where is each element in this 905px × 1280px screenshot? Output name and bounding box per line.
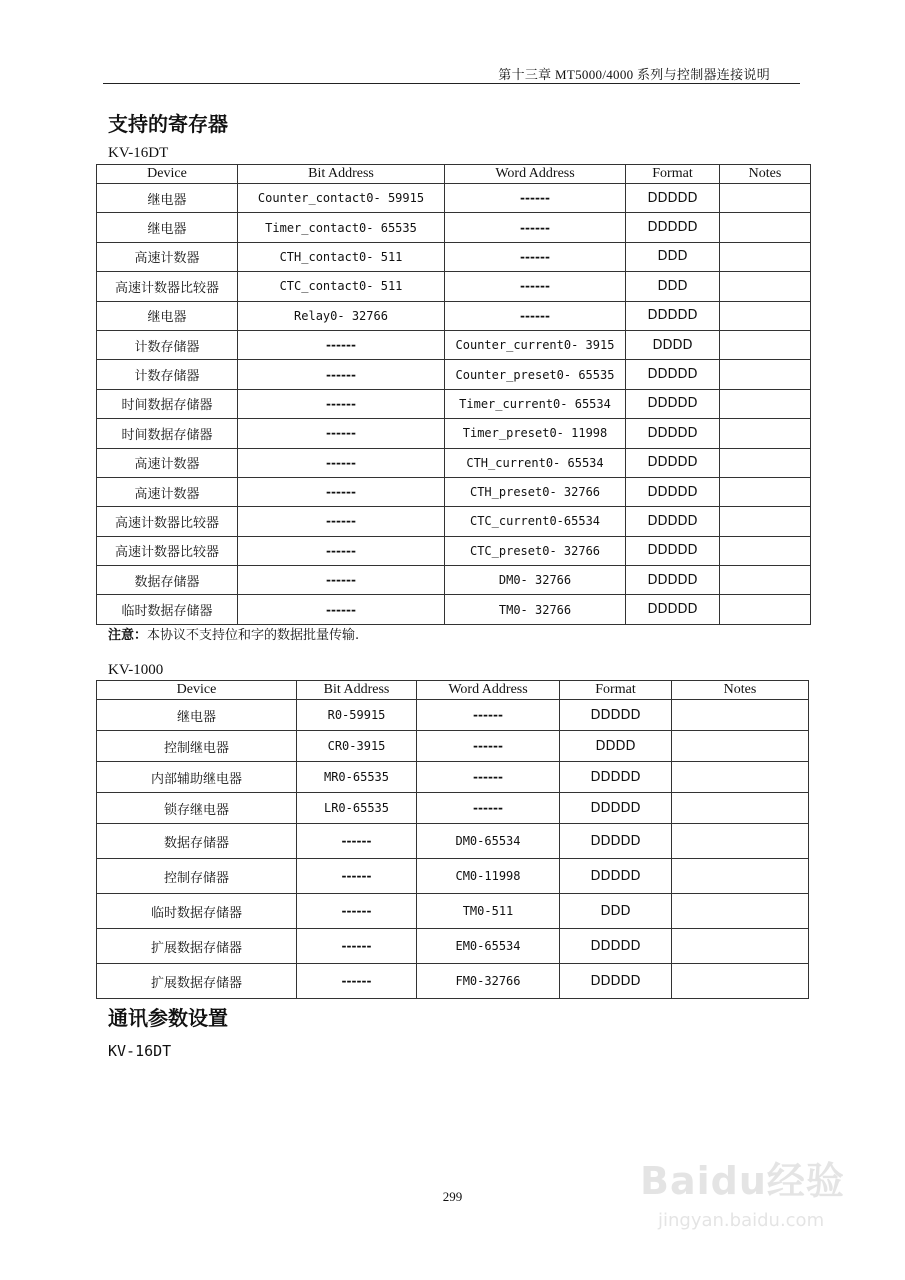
device-cell: 临时数据存储器 (97, 894, 297, 929)
table-row (97, 360, 811, 389)
notes-cell (720, 330, 811, 359)
device-cell: 高速计数器比较器 (97, 507, 238, 536)
device-cell: 高速计数器 (97, 448, 238, 477)
device-cell: 锁存继电器 (97, 793, 297, 824)
word-address-cell: Counter_preset0- 65535 (445, 360, 626, 389)
notes-cell (720, 301, 811, 330)
bit-address-cell: Relay0- 32766 (238, 301, 445, 330)
format-cell: DDDDD (560, 859, 672, 894)
col-format: Format (626, 165, 720, 184)
notes-cell (720, 536, 811, 565)
format-cell: DDD (626, 272, 720, 301)
notes-cell (720, 477, 811, 506)
word-address-cell: FM0-32766 (417, 964, 560, 999)
table-row (97, 213, 811, 242)
word-address-cell: ------ (417, 700, 560, 731)
word-address-cell: CTH_current0- 65534 (445, 448, 626, 477)
baidu-watermark (640, 1150, 870, 1250)
table-row (97, 242, 811, 271)
format-cell: DDDDD (626, 448, 720, 477)
notes-cell (672, 731, 809, 762)
notes-cell (720, 389, 811, 418)
table-row (97, 477, 811, 506)
format-cell: DDDD (560, 731, 672, 762)
format-cell: DDD (560, 894, 672, 929)
bit-address-cell: ------ (238, 389, 445, 418)
format-cell: DDDDD (560, 929, 672, 964)
device-cell: 计数存储器 (97, 330, 238, 359)
format-cell: DDDDD (626, 419, 720, 448)
format-cell: DDDDD (560, 762, 672, 793)
device-cell: 高速计数器比较器 (97, 536, 238, 565)
word-address-cell: Timer_preset0- 11998 (445, 419, 626, 448)
notes-cell (720, 242, 811, 271)
bit-address-cell: ------ (238, 330, 445, 359)
bit-address-cell: ------ (297, 859, 417, 894)
bit-address-cell: Timer_contact0- 65535 (238, 213, 445, 242)
word-address-cell: ------ (445, 242, 626, 271)
table-row (97, 330, 811, 359)
device-cell: 内部辅助继电器 (97, 762, 297, 793)
word-address-cell: EM0-65534 (417, 929, 560, 964)
notes-cell (672, 793, 809, 824)
format-cell: DDDDD (626, 301, 720, 330)
bit-address-cell: ------ (238, 566, 445, 595)
table-row (97, 272, 811, 301)
watermark-logo: Baidu经验 (640, 1159, 845, 1203)
device-cell: 控制继电器 (97, 731, 297, 762)
notes-cell (672, 859, 809, 894)
notes-cell (672, 824, 809, 859)
header-rule (103, 83, 800, 84)
watermark-url: jingyan.baidu.com (658, 1210, 825, 1231)
section-title-registers: 支持的寄存器 (108, 112, 228, 136)
device-cell: 数据存储器 (97, 566, 238, 595)
word-address-cell: TM0-511 (417, 894, 560, 929)
table-row (97, 700, 809, 731)
bit-address-cell: ------ (238, 360, 445, 389)
table-row (97, 595, 811, 624)
table-row (97, 762, 809, 793)
kv16dt-register-table (96, 164, 811, 625)
table-header-row (97, 681, 809, 700)
section2-sublabel: KV-16DT (108, 1042, 172, 1060)
note-label: 注意： (108, 628, 148, 643)
bit-address-cell: ------ (297, 824, 417, 859)
notes-cell (720, 272, 811, 301)
format-cell: DDDDD (560, 964, 672, 999)
device-cell: 继电器 (97, 184, 238, 213)
format-cell: DDDDD (626, 213, 720, 242)
table-row (97, 419, 811, 448)
note-text: 本协议不支持位和字的数据批量传输. (147, 628, 360, 643)
col-device: Device (97, 681, 297, 700)
bit-address-cell: Counter_contact0- 59915 (238, 184, 445, 213)
word-address-cell: ------ (445, 301, 626, 330)
device-cell: 高速计数器 (97, 477, 238, 506)
word-address-cell: CTH_preset0- 32766 (445, 477, 626, 506)
col-word-address: Word Address (417, 681, 560, 700)
notes-cell (720, 213, 811, 242)
bit-address-cell: ------ (238, 507, 445, 536)
col-word-address: Word Address (445, 165, 626, 184)
bit-address-cell: CR0-3915 (297, 731, 417, 762)
notes-cell (720, 360, 811, 389)
device-cell: 临时数据存储器 (97, 595, 238, 624)
notes-cell (720, 419, 811, 448)
bit-address-cell: ------ (238, 536, 445, 565)
col-bit-address: Bit Address (297, 681, 417, 700)
word-address-cell: TM0- 32766 (445, 595, 626, 624)
col-bit-address: Bit Address (238, 165, 445, 184)
bit-address-cell: CTC_contact0- 511 (238, 272, 445, 301)
notes-cell (720, 566, 811, 595)
notes-cell (672, 929, 809, 964)
bit-address-cell: MR0-65535 (297, 762, 417, 793)
bit-address-cell: LR0-65535 (297, 793, 417, 824)
word-address-cell: CTC_current0-65534 (445, 507, 626, 536)
bit-address-cell: ------ (297, 929, 417, 964)
format-cell: DDDDD (626, 360, 720, 389)
format-cell: DDDDD (626, 536, 720, 565)
col-device: Device (97, 165, 238, 184)
word-address-cell: ------ (445, 272, 626, 301)
bit-address-cell: R0-59915 (297, 700, 417, 731)
table-row (97, 507, 811, 536)
format-cell: DDD (626, 242, 720, 271)
format-cell: DDDDD (626, 507, 720, 536)
word-address-cell: ------ (445, 213, 626, 242)
device-cell: 扩展数据存储器 (97, 929, 297, 964)
table-row (97, 929, 809, 964)
device-cell: 数据存储器 (97, 824, 297, 859)
table-row (97, 184, 811, 213)
table-row (97, 964, 809, 999)
notes-cell (720, 507, 811, 536)
bit-address-cell: ------ (238, 595, 445, 624)
bit-address-cell: ------ (238, 477, 445, 506)
table-row (97, 301, 811, 330)
word-address-cell: CTC_preset0- 32766 (445, 536, 626, 565)
bit-address-cell: ------ (297, 894, 417, 929)
device-cell: 计数存储器 (97, 360, 238, 389)
bit-address-cell: ------ (238, 419, 445, 448)
device-cell: 高速计数器比较器 (97, 272, 238, 301)
kv1000-register-table (96, 680, 809, 999)
device-cell: 扩展数据存储器 (97, 964, 297, 999)
bit-address-cell: ------ (238, 448, 445, 477)
notes-cell (672, 894, 809, 929)
word-address-cell: ------ (445, 184, 626, 213)
device-cell: 继电器 (97, 213, 238, 242)
format-cell: DDDDD (626, 389, 720, 418)
table-row (97, 448, 811, 477)
notes-cell (720, 448, 811, 477)
device-cell: 控制存储器 (97, 859, 297, 894)
notes-cell (672, 964, 809, 999)
table-row (97, 536, 811, 565)
format-cell: DDDDD (560, 824, 672, 859)
word-address-cell: ------ (417, 793, 560, 824)
table2-label: KV-1000 (108, 662, 164, 678)
format-cell: DDDDD (626, 595, 720, 624)
col-format: Format (560, 681, 672, 700)
table-row (97, 859, 809, 894)
table-row (97, 389, 811, 418)
format-cell: DDDDD (626, 477, 720, 506)
word-address-cell: Counter_current0- 3915 (445, 330, 626, 359)
device-cell: 时间数据存储器 (97, 419, 238, 448)
word-address-cell: DM0- 32766 (445, 566, 626, 595)
word-address-cell: Timer_current0- 65534 (445, 389, 626, 418)
word-address-cell: CM0-11998 (417, 859, 560, 894)
word-address-cell: ------ (417, 762, 560, 793)
bit-address-cell: CTH_contact0- 511 (238, 242, 445, 271)
format-cell: DDDDD (626, 184, 720, 213)
table-header-row (97, 165, 811, 184)
device-cell: 继电器 (97, 700, 297, 731)
device-cell: 高速计数器 (97, 242, 238, 271)
format-cell: DDDDD (626, 566, 720, 595)
table-row (97, 566, 811, 595)
format-cell: DDDDD (560, 700, 672, 731)
table-row (97, 824, 809, 859)
table-row (97, 793, 809, 824)
table-row (97, 894, 809, 929)
col-notes: Notes (720, 165, 811, 184)
chapter-header: 第十三章 MT5000/4000 系列与控制器连接说明 (498, 67, 770, 82)
format-cell: DDDDD (560, 793, 672, 824)
notes-cell (720, 595, 811, 624)
section-title-comm-params: 通讯参数设置 (108, 1006, 228, 1030)
bit-address-cell: ------ (297, 964, 417, 999)
device-cell: 继电器 (97, 301, 238, 330)
page-number: 299 (442, 1189, 463, 1204)
notes-cell (672, 700, 809, 731)
format-cell: DDDD (626, 330, 720, 359)
col-notes: Notes (672, 681, 809, 700)
word-address-cell: DM0-65534 (417, 824, 560, 859)
notes-cell (720, 184, 811, 213)
table1-label: KV-16DT (108, 145, 169, 161)
note (108, 624, 359, 643)
table-row (97, 731, 809, 762)
word-address-cell: ------ (417, 731, 560, 762)
notes-cell (672, 762, 809, 793)
device-cell: 时间数据存储器 (97, 389, 238, 418)
